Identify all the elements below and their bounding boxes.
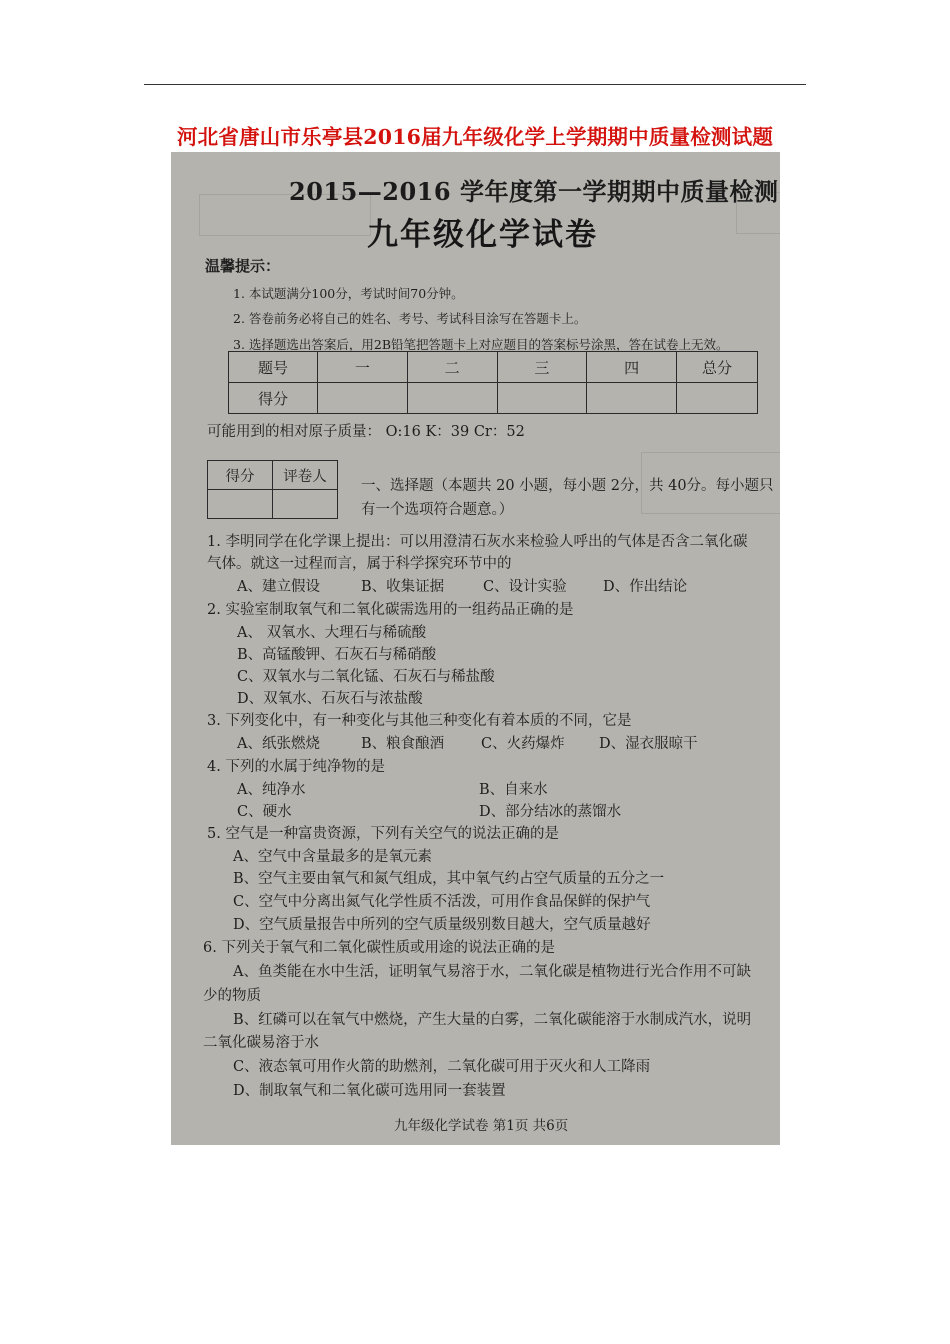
score-cell: [407, 383, 497, 414]
option: D、空气质量报告中所列的空气质量级别数目越大，空气质量越好: [233, 917, 651, 933]
option: A、空气中含量最多的是氧元素: [233, 849, 432, 865]
score-cell: 题号: [229, 352, 318, 383]
score-cell: 四: [587, 352, 677, 383]
score-cell: 得分: [229, 383, 318, 414]
section-heading: 一、选择题（本题共 20 小题，每小题 2分，共 40分。每小题只: [361, 478, 774, 494]
option: A、鱼类能在水中生活，证明氧气易溶于水，二氧化碳是植物进行光合作用不可缺: [233, 964, 751, 980]
tips-heading: 温馨提示：: [205, 257, 281, 275]
score-cell: 三: [497, 352, 587, 383]
score-cell: [587, 383, 677, 414]
option: 二氧化碳易溶于水: [203, 1035, 319, 1051]
score-cell: 二: [407, 352, 497, 383]
question-text: 3. 下列变化中，有一种变化与其他三种变化有着本质的不同，它是: [207, 713, 632, 729]
option: B、收集证据: [361, 579, 445, 595]
atomic-mass-note: 可能用到的相对原子质量： O:16 K：39 Cr：52: [207, 424, 525, 440]
option: A、 双氧水、大理石与稀硫酸: [237, 625, 427, 641]
score-cell: [318, 383, 408, 414]
score-cell: 总分: [677, 352, 758, 383]
score-cell: [677, 383, 758, 414]
question-text: 4. 下列的水属于纯净物的是: [207, 759, 385, 775]
grader-cell: [208, 490, 273, 519]
option: D、湿衣服晾干: [599, 736, 698, 752]
option: D、作出结论: [603, 579, 688, 595]
question-text: 6. 下列关于氧气和二氧化碳性质或用途的说法正确的是: [203, 940, 555, 956]
option: A、纯净水: [237, 782, 306, 798]
question-text: 2. 实验室制取氧气和二氧化碳需选用的一组药品正确的是: [207, 602, 574, 618]
grader-cell: 评卷人: [273, 461, 338, 490]
tip-item: 2. 答卷前务必将自己的姓名、考号、考试科目涂写在答题卡上。: [233, 311, 587, 326]
page-footer: 九年级化学试卷 第1页 共6页: [394, 1118, 569, 1134]
score-cell: 一: [318, 352, 408, 383]
option: C、硬水: [237, 804, 292, 820]
exam-name: 九年级化学试卷: [367, 217, 598, 253]
question-text: 5. 空气是一种富贵资源，下列有关空气的说法正确的是: [207, 826, 559, 842]
question-text: 1. 李明同学在化学课上提出：可以用澄清石灰水来检验人呼出的气体是否含二氧化碳: [207, 534, 748, 550]
document-title: 河北省唐山市乐亭县2016届九年级化学上学期期中质量检测试题: [176, 125, 774, 149]
tip-item: 3. 选择题选出答案后，用2B铅笔把答题卡上对应题目的答案标号涂黑，答在试卷上无效。: [233, 337, 729, 352]
option: C、火药爆炸: [481, 736, 565, 752]
scanned-exam-page: [171, 152, 780, 1145]
option: D、部分结冰的蒸馏水: [479, 804, 622, 820]
option: C、双氧水与二氧化锰、石灰石与稀盐酸: [237, 669, 495, 685]
grader-table: [207, 460, 338, 519]
score-table: [228, 351, 758, 414]
option: C、液态氧可用作火箭的助燃剂，二氧化碳可用于灭火和人工降雨: [233, 1059, 651, 1075]
option: B、粮食酿酒: [361, 736, 445, 752]
option: B、高锰酸钾、石灰石与稀硝酸: [237, 647, 437, 663]
option: B、自来水: [479, 782, 548, 798]
top-rule: [144, 84, 806, 85]
option: D、双氧水、石灰石与浓盐酸: [237, 691, 423, 707]
option: C、设计实验: [483, 579, 567, 595]
option: A、纸张燃烧: [237, 736, 320, 752]
option: B、红磷可以在氧气中燃烧，产生大量的白雾，二氧化碳能溶于水制成汽水，说明: [233, 1012, 752, 1028]
section-heading: 有一个选项符合题意。）: [361, 502, 514, 518]
option: B、空气主要由氧气和氮气组成，其中氧气约占空气质量的五分之一: [233, 871, 665, 887]
tip-item: 1. 本试题满分100分，考试时间70分钟。: [233, 286, 464, 301]
grader-cell: 得分: [208, 461, 273, 490]
question-text: 气体。就这一过程而言，属于科学探究环节中的: [207, 556, 512, 572]
option: A、建立假设: [237, 579, 320, 595]
option: C、空气中分离出氮气化学性质不活泼，可用作食品保鲜的保护气: [233, 894, 651, 910]
grader-cell: [273, 490, 338, 519]
score-cell: [497, 383, 587, 414]
option: D、制取氧气和二氧化碳可选用同一套装置: [233, 1083, 506, 1099]
exam-year-title: 2015—2016 学年度第一学期期中质量检测: [289, 177, 779, 206]
option: 少的物质: [203, 988, 261, 1004]
